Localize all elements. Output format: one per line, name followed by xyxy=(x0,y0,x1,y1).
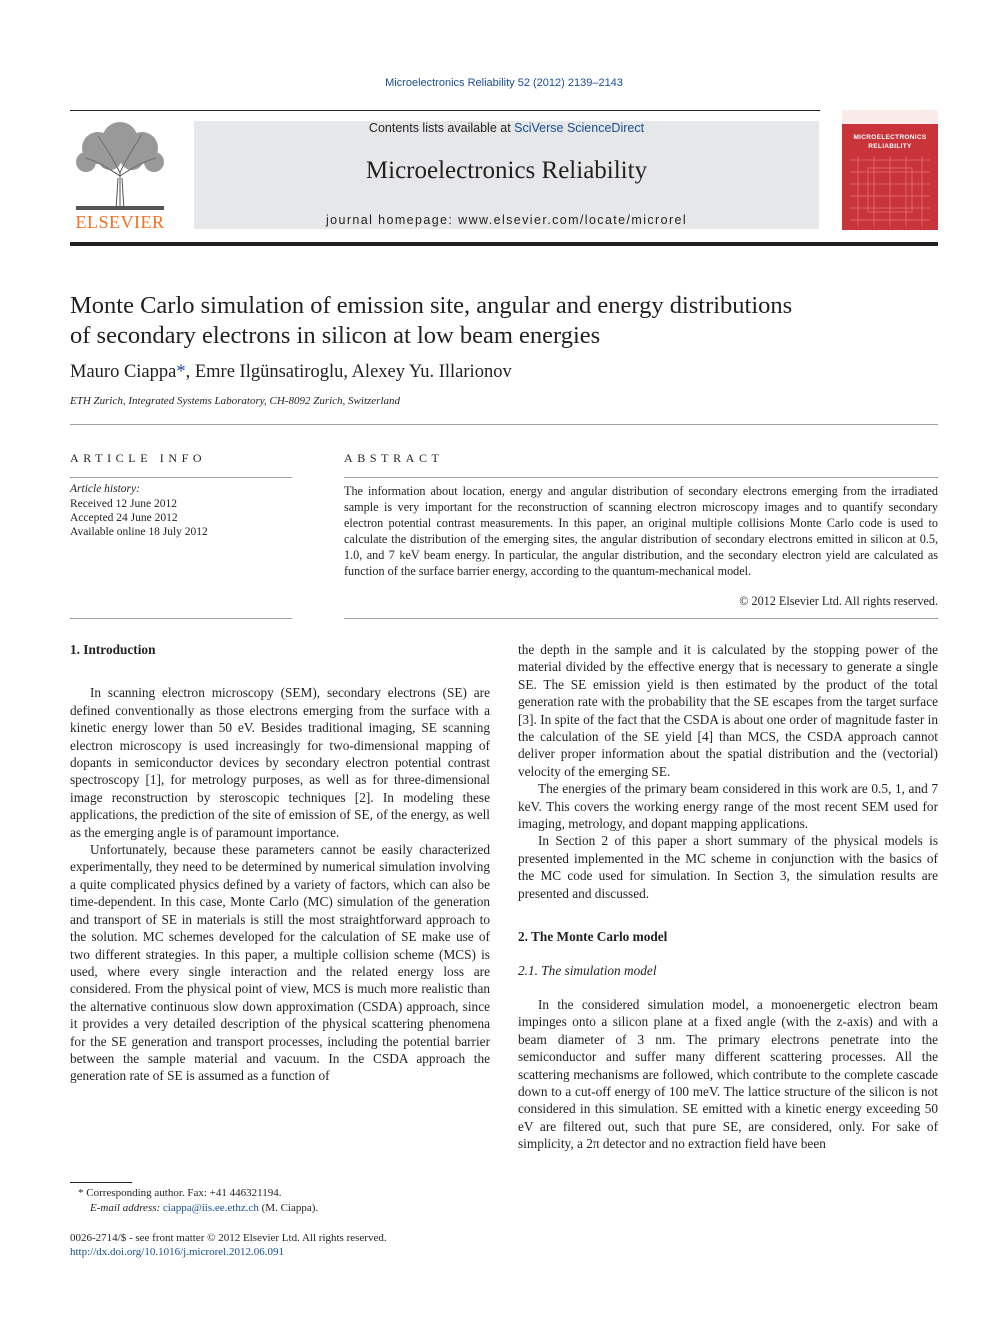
divider xyxy=(344,618,938,619)
cover-title xyxy=(844,133,936,151)
article-title-line2: of secondary electrons in silicon at low beam energies xyxy=(70,322,601,349)
sciencedirect-link[interactable]: SciVerse ScienceDirect xyxy=(514,121,645,135)
journal-title: Microelectronics Reliability xyxy=(365,157,648,184)
corresponding-mark[interactable]: * xyxy=(176,362,186,382)
doi-link[interactable]: http://dx.doi.org/10.1016/j.microrel.2012.06.091 xyxy=(70,1246,284,1258)
email-suffix: (M. Ciappa). xyxy=(258,1202,319,1214)
online-date: Available online 18 July 2012 xyxy=(70,526,208,538)
received-date: Received 12 June 2012 xyxy=(70,498,177,510)
contents-prefix: Contents lists available at xyxy=(368,121,515,135)
article-info-heading: ARTICLE INFO xyxy=(70,451,207,465)
paragraph: In the considered simulation model, a monoenergetic electron beam impinges onto a silicon plane at a fixed angle (with the z-axis) and with a beam diameter of 3 nm. The primary electrons penetrate into the semiconductor and suffer many different scattering processes. All the scattering mechanisms are followed, which contribute to the complete cascade down to a cut-off energy of 100 meV. The lattice structure of the silicon is not considered in this simulation. SE emitted with a kinetic energy exceeding 50 eV are filtered out, such that pure SE, are considered, only. For sake of simplicity, a 2π detector and no extraction field have been xyxy=(518,996,938,1152)
paragraph: the depth in the sample and it is calculated by the stopping power of the material divided by the effective energy that is necessary to generate a single SE. The SE emission yield is then estimated by the product of the total generation rate with the probability that the SE escapes from the target surface [3]. In spite of the fact that the CSDA is about one order of magnitude faster in the calculation of the SE yield [4] than MCS, the CSDA approach cannot deliver proper information about the spatial distribution and the (vectorial) velocity of the emerging SE. xyxy=(518,642,938,779)
section-heading-monte-carlo: 2. The Monte Carlo model xyxy=(518,929,668,945)
issn-line: 0026-2714/$ - see front matter © 2012 Elsevier Ltd. All rights reserved. xyxy=(70,1232,387,1244)
article-title-line1: Monte Carlo simulation of emission site, angular and energy distributions xyxy=(70,292,793,319)
divider xyxy=(344,477,938,478)
corresponding-text: Corresponding author. Fax: +41 446321194. xyxy=(86,1187,282,1199)
paragraph: In scanning electron microscopy (SEM), secondary electrons (SE) are defined conventionally as those electrons emerging from the surface with a kinetic energy lower than 50 eV. Besides traditional imaging, SE scanning electron microscopy is used increasingly for two-dimensional mapping of dopants in semiconductor devices by secondary electron potential contrast spectroscopy [1], for metrology purposes, as well as for three-dimensional image reconstruction by steroscopic techniques [2]. In modeling these applications, the prediction of the site of emission of SE, of the energy, as well as the emerging angle is of paramount importance. xyxy=(70,685,490,840)
journal-cover xyxy=(842,110,938,230)
copyright-notice: © 2012 Elsevier Ltd. All rights reserved. xyxy=(739,594,938,608)
paragraph: Unfortunately, because these parameters cannot be easily characterized experimentally, they need to be determined by numerical simulation involving a quite complicated physics defined by a variety of factors, which can also be time-dependent. In this case, Monte Carlo (MC) simulation of the generation and transport of SE in materials is still the most straightforward approach to the solution. MC schemes developed for the calculation of SE make use of two different strategies. In this paper, a multiple collision scheme (MCS) is used, where every single interaction and the related energy loss are considered. From the physical point of view, MCS is much more realistic than the alternative continuous slow down approximation (CSDA) approach, since it provides a very detailed description of the physical scattering phenomena for the SE generation and transport processes, including the potential barrier between the sample material and vacuum. In the CSDA approach the generation rate of SE is assumed as a function of xyxy=(70,842,490,1084)
section-heading-introduction: 1. Introduction xyxy=(70,642,156,657)
journal-homepage[interactable]: journal homepage: www.elsevier.com/locate/microrel xyxy=(325,213,688,227)
history-label: Article history: xyxy=(70,483,140,495)
cover-title-line1: MICROELECTRONICS xyxy=(853,134,927,141)
header-rule xyxy=(70,110,820,111)
body-right-column xyxy=(518,641,938,1153)
paragraph: The energies of the primary beam considered in this work are 0.5, 1, and 7 keV. This covers the working energy range of the most recent SEM used for imaging, metrology, and dopant mapping applications. xyxy=(518,781,938,832)
subsection-heading-simulation: 2.1. The simulation model xyxy=(518,962,657,978)
footnote-mark: * xyxy=(78,1187,84,1199)
author-list xyxy=(70,362,512,383)
accepted-date: Accepted 24 June 2012 xyxy=(70,512,178,524)
email-link[interactable]: ciappa@iis.ee.ethz.ch xyxy=(162,1202,259,1214)
body-left-column xyxy=(70,641,490,1085)
divider xyxy=(70,477,292,478)
header-thick-rule xyxy=(70,242,938,246)
cover-title-line2: RELIABILITY xyxy=(868,143,912,150)
corresponding-author-note xyxy=(78,1186,281,1201)
paragraph: In Section 2 of this paper a short summary of the physical models is presented implemented in the MC scheme in conjunction with the basics of the MC code used for simulation. In Section 3, the simulation results are presented and discussed. xyxy=(518,833,938,901)
email-label: E-mail address: xyxy=(90,1202,161,1214)
elsevier-wordmark: ELSEVIER xyxy=(75,212,165,232)
abstract-text: The information about location, energy and angular distribution of secondary electrons emerging from the irradiated sample is very important for the reconstruction of scanning electron microscopy images and to quantify secondary electron potential contrast measurements. In this paper, an original multiple collisions Monte Carlo code is used to calculate the distribution of the emerging sites, the angular distribution of secondary electrons emitted in silicon at 0.5, 1.0, and 7 keV beam energy. In particular, the angular distribution, and the secondary electron yield are calculated as function of the surface barrier energy, according to the quantum-mechanical model. xyxy=(344,484,938,578)
authors-rest: , Emre Ilgünsatiroglu, Alexey Yu. Illarionov xyxy=(185,362,512,382)
footnote-rule xyxy=(70,1182,132,1183)
article-title xyxy=(70,291,930,351)
affiliation: ETH Zurich, Integrated Systems Laboratory, CH-8092 Zurich, Switzerland xyxy=(70,395,401,407)
author-first: Mauro Ciappa xyxy=(70,362,177,382)
divider xyxy=(70,618,292,619)
divider xyxy=(70,424,938,425)
abstract-heading: ABSTRACT xyxy=(344,451,444,465)
email-note xyxy=(90,1201,318,1216)
contents-line xyxy=(194,121,819,135)
journal-reference[interactable]: Microelectronics Reliability 52 (2012) 2139–2143 xyxy=(385,77,623,89)
